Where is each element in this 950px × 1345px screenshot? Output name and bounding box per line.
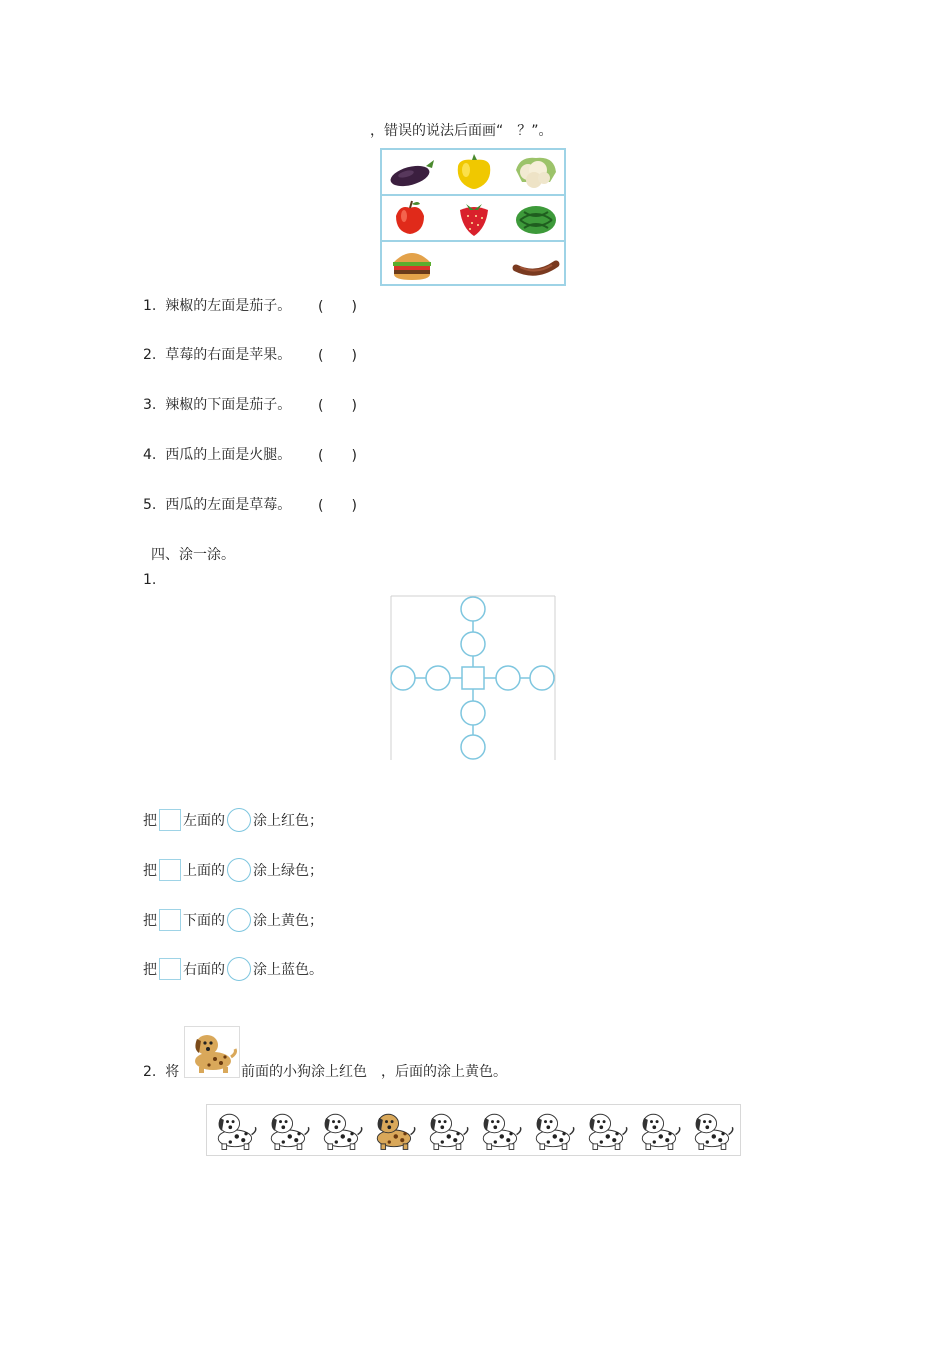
circle-icon (227, 908, 251, 932)
dog-outline-icon[interactable] (262, 1106, 312, 1154)
watermelon-icon (510, 198, 562, 238)
cross-diagram (390, 595, 556, 761)
statement-5: 5. 西瓜的左面是草莓。 (143, 497, 292, 513)
dog-outline-icon[interactable] (633, 1106, 683, 1154)
answer-blank[interactable]: ( ) (318, 398, 357, 414)
spotted-dog-icon[interactable] (368, 1106, 418, 1154)
left-outer-circle[interactable] (391, 666, 415, 690)
dog-outline-icon[interactable] (421, 1106, 471, 1154)
statement-2: 2. 草莓的右面是苹果。 (143, 347, 292, 363)
circle-icon (227, 858, 251, 882)
statement-4: 4. 西瓜的上面是火腿。 (143, 447, 292, 463)
color-task-3: 把 下面的 涂上黄色； (143, 908, 323, 932)
dog-outline-icon[interactable] (209, 1106, 259, 1154)
eggplant-icon (386, 152, 438, 192)
right-inner-circle[interactable] (496, 666, 520, 690)
square-icon (159, 909, 181, 931)
question-2-number: 2. 将 (143, 1064, 180, 1080)
top-inner-circle[interactable] (461, 632, 485, 656)
section-title: 四、涂一涂。 (151, 547, 235, 563)
dog-outline-icon[interactable] (580, 1106, 630, 1154)
strawberry-icon (448, 198, 500, 238)
right-outer-circle[interactable] (530, 666, 554, 690)
grid-divider (382, 194, 564, 196)
answer-blank[interactable]: ( ) (318, 299, 357, 315)
question-2-text: 前面的小狗涂上红色 ，后面的涂上黄色。 (241, 1064, 507, 1080)
question-number: 1. (143, 572, 157, 588)
bottom-inner-circle[interactable] (461, 701, 485, 725)
burger-icon (386, 244, 438, 284)
left-inner-circle[interactable] (426, 666, 450, 690)
square-icon (159, 809, 181, 831)
square-icon (159, 958, 181, 980)
square-icon (159, 859, 181, 881)
statement-1: 1. 辣椒的左面是茄子。 (143, 298, 292, 314)
grid-divider (382, 240, 564, 242)
circle-icon (227, 808, 251, 832)
circle-icon (227, 957, 251, 981)
color-task-2: 把 上面的 涂上绿色； (143, 858, 323, 882)
color-task-1: 把 左面的 涂上红色； (143, 808, 323, 832)
dog-row (206, 1104, 741, 1156)
cauliflower-icon (510, 152, 562, 192)
dog-outline-icon[interactable] (474, 1106, 524, 1154)
answer-blank[interactable]: ( ) (318, 448, 357, 464)
spotted-dog-icon (184, 1026, 240, 1078)
bottom-outer-circle[interactable] (461, 735, 485, 759)
bell-pepper-icon (448, 152, 500, 192)
dog-outline-icon[interactable] (686, 1106, 736, 1154)
color-task-4: 把 右面的 涂上蓝色。 (143, 957, 323, 981)
apple-icon (386, 198, 438, 238)
top-outer-circle[interactable] (461, 597, 485, 621)
instruction-text: ，错误的说法后面画“ ？”。 (370, 123, 553, 139)
answer-blank[interactable]: ( ) (318, 498, 357, 514)
answer-blank[interactable]: ( ) (318, 348, 357, 364)
statement-3: 3. 辣椒的下面是茄子。 (143, 397, 292, 413)
center-square[interactable] (462, 667, 484, 689)
dog-outline-icon[interactable] (315, 1106, 365, 1154)
sausage-icon (510, 244, 562, 284)
dog-outline-icon[interactable] (527, 1106, 577, 1154)
food-grid (380, 148, 566, 286)
